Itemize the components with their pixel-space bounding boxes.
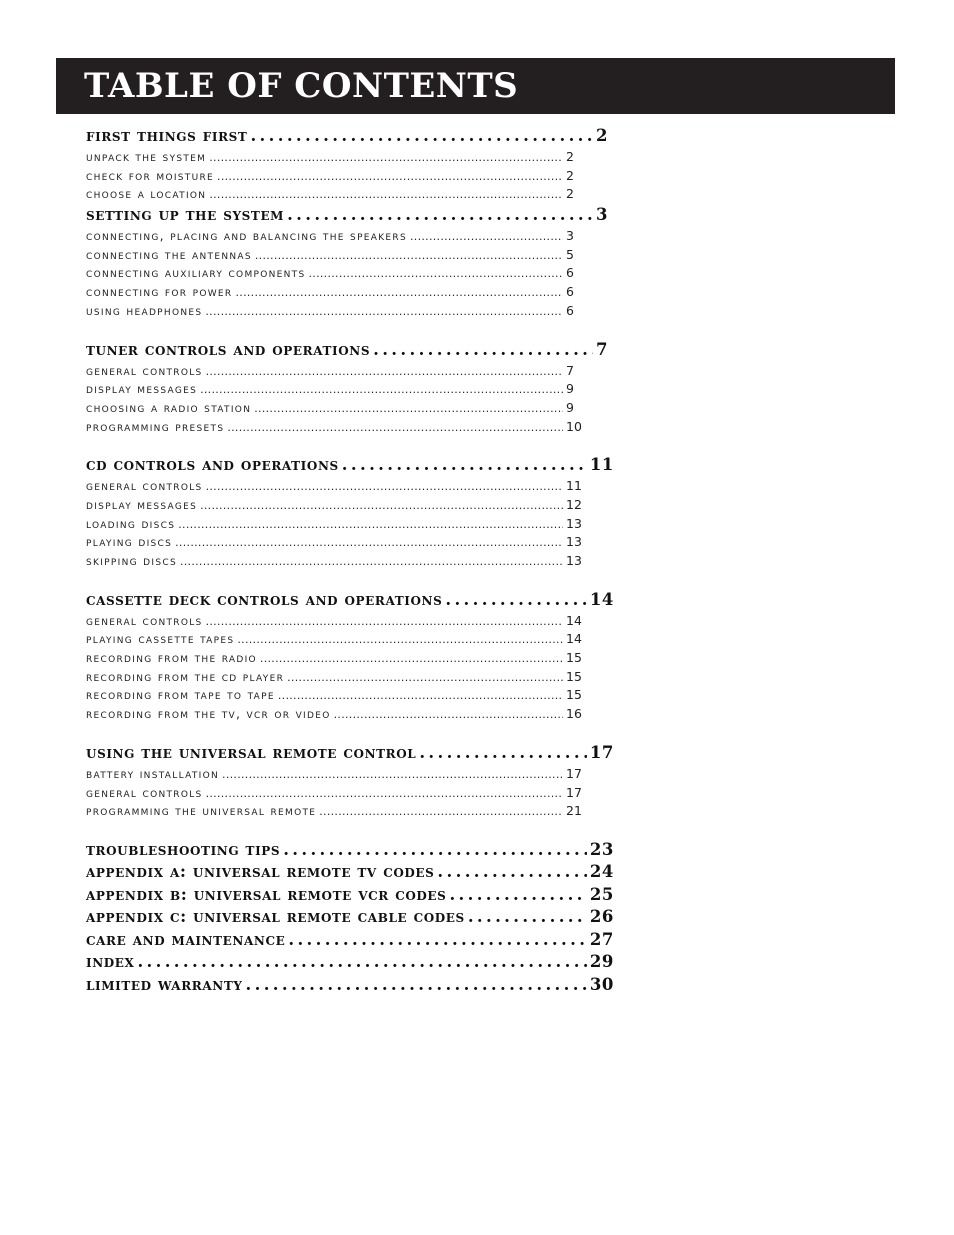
dot-leader [206,363,563,378]
toc-section [86,455,614,571]
toc-entry[interactable] [86,497,586,516]
title-banner [56,58,895,114]
toc-entry-label: loading discs [86,515,176,531]
dot-leader [410,228,563,243]
toc-page-number: 14 [566,612,582,628]
toc-page-number: 7 [566,362,574,378]
toc-page-number: 21 [566,803,582,819]
toc-page-number: 5 [566,246,574,262]
toc-entry[interactable] [86,303,586,322]
toc-entry-label: choosing a radio station [86,399,252,415]
toc-page-number: 13 [566,534,582,550]
toc-entry[interactable] [86,687,586,706]
toc-page-number: 9 [566,381,574,397]
dot-leader [200,381,563,396]
toc-entry-label: recording from the cd player [86,668,285,684]
toc-entry[interactable] [86,149,586,168]
dot-leader [237,631,563,646]
toc-section [86,126,614,205]
dot-leader [137,952,586,971]
dot-leader [178,516,563,531]
toc-entry[interactable] [86,284,586,303]
toc-entry[interactable] [86,613,586,632]
toc-entry-label: programming presets [86,418,225,434]
toc-section [86,743,614,822]
dot-leader [180,553,563,568]
toc-entry-label: display messages [86,496,198,512]
toc-page-number: 11 [589,455,614,475]
toc-page-number: 6 [566,284,574,300]
toc-section-title: using the universal remote control [86,742,417,762]
toc-entry-label: playing discs [86,534,173,550]
dot-leader [419,743,586,762]
toc-section-heading[interactable] [86,205,614,228]
toc-page-number: 10 [566,418,582,434]
toc-section-heading[interactable] [86,840,614,863]
toc-section-title: appendix c: universal remote cable codes [86,907,465,927]
toc-entry[interactable] [86,650,586,669]
toc-page-number: 30 [589,974,614,994]
toc-page-number: 2 [566,167,574,183]
toc-entry-label: general controls [86,784,203,800]
dot-leader [206,478,563,493]
toc-entry-label: general controls [86,612,203,628]
dot-leader [260,650,563,665]
toc-page-number: 9 [566,399,574,415]
toc-entry-label: general controls [86,362,203,378]
toc-section-title: setting up the system [86,205,285,225]
toc-entry-label: display messages [86,381,198,397]
toc-appendix-list [86,840,614,998]
toc-page-number: 17 [566,765,582,781]
toc-page-number: 23 [589,839,614,859]
dot-leader [227,419,563,434]
toc-entry-label: skipping discs [86,553,177,568]
toc-entry-label: using headphones [86,302,203,318]
toc-entry[interactable] [86,785,586,804]
toc-page-number: 2 [596,126,609,145]
toc-page-number: 16 [566,706,582,722]
toc-section-heading[interactable] [86,590,614,613]
toc-section [86,590,614,725]
toc-section-heading[interactable] [86,340,614,363]
toc-section [86,205,614,321]
toc-page-number: 13 [566,515,582,531]
page-title: TABLE OF CONTENTS [84,66,519,106]
dot-leader [209,149,563,164]
toc-page-number: 11 [566,478,582,494]
toc-section-heading[interactable] [86,907,614,930]
toc-page-number: 15 [566,650,582,666]
toc-page-number: 2 [566,186,574,202]
dot-leader [287,669,563,684]
toc-page-number: 15 [566,668,582,684]
toc-page-number: 29 [589,952,614,972]
toc-section-heading[interactable] [86,126,614,149]
toc-entry[interactable] [86,400,586,419]
dot-leader [283,840,587,859]
toc-entry-label: connecting the antennas [86,246,252,262]
toc-entry[interactable] [86,706,586,725]
toc-entry[interactable] [86,631,586,650]
toc-entry-label: playing cassette tapes [86,631,235,647]
toc-entry-label: check for moisture [86,167,215,183]
toc-page-number: 14 [589,589,614,609]
toc-page-number: 25 [589,884,614,904]
toc-section-title: care and maintenance [86,929,286,949]
toc-section-heading[interactable] [86,455,614,478]
toc-entry-label: recording from the radio [86,650,257,666]
toc-page-number: 17 [589,742,614,762]
toc-entry[interactable] [86,534,586,553]
dot-leader [288,930,586,949]
toc-entry-label: recording from the tv, vcr or video [86,706,331,722]
dot-leader [334,706,563,721]
dot-leader [254,400,563,415]
dot-leader [217,168,563,183]
toc-page-number: 15 [566,687,582,703]
dot-leader [445,590,586,609]
toc-entry[interactable] [86,516,586,535]
dot-leader [206,613,563,628]
toc-page-number: 6 [566,265,574,281]
dot-leader [308,265,563,280]
dot-leader [175,534,563,549]
dot-leader [449,885,586,904]
dot-leader [209,186,563,201]
dot-leader [342,455,587,474]
toc-entry[interactable] [86,669,586,688]
dot-leader [235,284,563,299]
toc-entry[interactable] [86,363,586,382]
dot-leader [278,687,563,702]
toc-entry[interactable] [86,247,586,266]
toc-page-number: 27 [589,929,614,949]
toc-section-heading[interactable] [86,975,614,998]
toc-page-number: 14 [566,631,582,647]
dot-leader [206,785,563,800]
toc-section [86,340,614,438]
toc-entry-label: battery installation [86,765,220,781]
toc-page-number: 7 [596,339,609,359]
dot-leader [287,205,593,224]
dot-leader [246,975,587,994]
toc-entry-label: choose a location [86,186,207,202]
toc-section-title: index [86,952,135,972]
toc-section-heading[interactable] [86,952,614,975]
toc-page-number: 6 [566,302,574,318]
toc-page-number: 2 [566,149,574,164]
toc-page-number: 12 [566,496,582,512]
dot-leader [200,497,563,512]
toc-entry-label: recording from tape to tape [86,687,275,703]
toc-page-number: 24 [589,862,614,882]
toc-entry[interactable] [86,803,586,822]
toc-entry-label: connecting auxiliary components [86,265,306,281]
toc-section-heading[interactable] [86,862,614,885]
toc-entry[interactable] [86,419,586,438]
toc-section-heading[interactable] [86,930,614,953]
toc-page-number: 3 [566,228,574,244]
toc-page-number: 3 [596,205,609,225]
toc-entry[interactable] [86,168,586,187]
dot-leader [437,862,586,881]
toc-entry[interactable] [86,228,586,247]
toc-section-title: limited warranty [86,974,243,994]
dot-leader [319,803,563,818]
toc-section-title: appendix a: universal remote tv codes [86,862,435,882]
toc-section-heading[interactable] [86,885,614,908]
toc-section-title: cd controls and operations [86,455,339,475]
toc-section-title: appendix b: universal remote vcr codes [86,884,447,904]
table-of-contents [86,126,614,997]
toc-entry[interactable] [86,186,586,205]
toc-entry[interactable] [86,478,586,497]
toc-section-title: troubleshooting tips [86,839,281,859]
toc-entry-label: connecting for power [86,284,233,300]
dot-leader [205,303,563,318]
toc-entry[interactable] [86,766,586,785]
dot-leader [468,907,587,926]
toc-page-number: 17 [566,784,582,800]
toc-section-heading[interactable] [86,743,614,766]
toc-section-title: tuner controls and operations [86,339,371,359]
toc-entry[interactable] [86,265,586,284]
toc-page-number: 13 [566,553,582,568]
dot-leader [250,126,593,145]
toc-entry[interactable] [86,553,586,572]
toc-entry-label: connecting, placing and balancing the speakers [86,228,407,244]
toc-page-number: 26 [589,907,614,927]
toc-entry-label: programming the universal remote [86,803,317,819]
toc-entry-label: unpack the system [86,149,207,164]
dot-leader [373,340,593,359]
dot-leader [255,247,563,262]
toc-entry[interactable] [86,381,586,400]
toc-entry-label: general controls [86,478,203,494]
dot-leader [222,766,563,781]
toc-section-title: first things first [86,126,248,145]
toc-section-title: cassette deck controls and operations [86,589,443,609]
